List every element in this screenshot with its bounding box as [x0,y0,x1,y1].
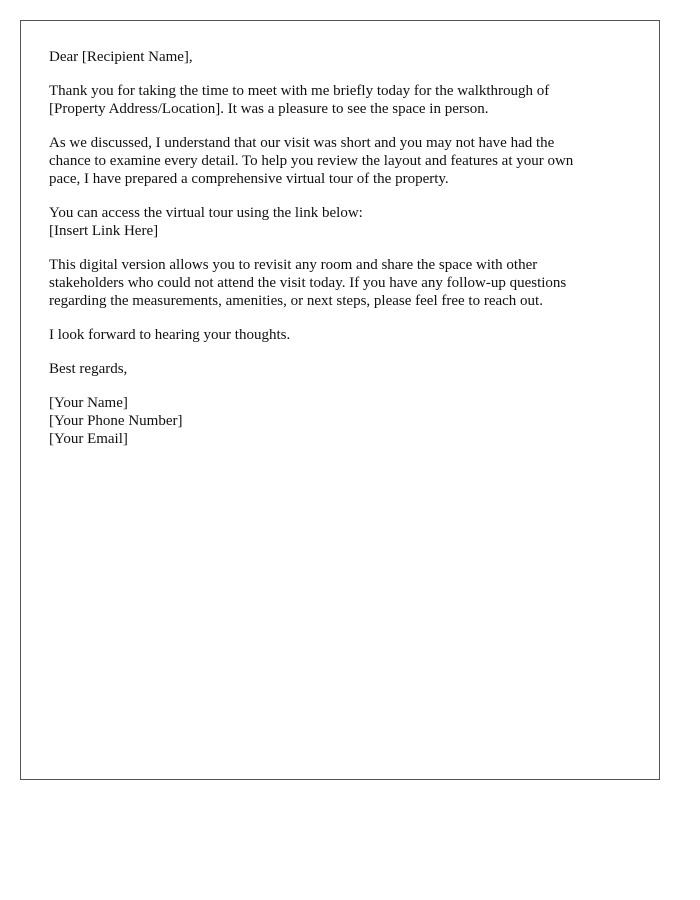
paragraph-discussion [49,134,639,188]
signature-email: [Your Email] [49,431,128,447]
paragraph-line: pace, I have prepared a comprehensive virtual tour of the property. [49,171,449,187]
paragraph-line: I look forward to hearing your thoughts. [49,327,291,343]
signature-block [49,394,639,448]
closing [49,360,639,378]
letter-body [49,48,639,464]
paragraph-closing-remark [49,326,639,344]
signature-phone: [Your Phone Number] [49,413,183,429]
paragraph-line: As we discussed, I understand that our visit was short and you may not have had the [49,135,555,151]
signature-name: [Your Name] [49,395,128,411]
paragraph-intro [49,82,639,118]
paragraph-line: You can access the virtual tour using the link below: [49,205,363,221]
letter-page [20,20,660,780]
salutation-line: Dear [Recipient Name], [49,49,193,65]
closing-line: Best regards, [49,361,128,377]
paragraph-line: chance to examine every detail. To help you review the layout and features at your own [49,153,574,169]
paragraph-line: Thank you for taking the time to meet with me briefly today for the walkthrough of [49,83,550,99]
link-placeholder: [Insert Link Here] [49,223,159,239]
paragraph-line: [Property Address/Location]. It was a pleasure to see the space in person. [49,101,489,117]
paragraph-link [49,204,639,240]
salutation [49,48,639,66]
paragraph-line: regarding the measurements, amenities, or next steps, please feel free to reach out. [49,293,543,309]
paragraph-line: stakeholders who could not attend the visit today. If you have any follow-up questions [49,275,567,291]
paragraph-details [49,256,639,310]
paragraph-line: This digital version allows you to revisit any room and share the space with other [49,257,538,273]
